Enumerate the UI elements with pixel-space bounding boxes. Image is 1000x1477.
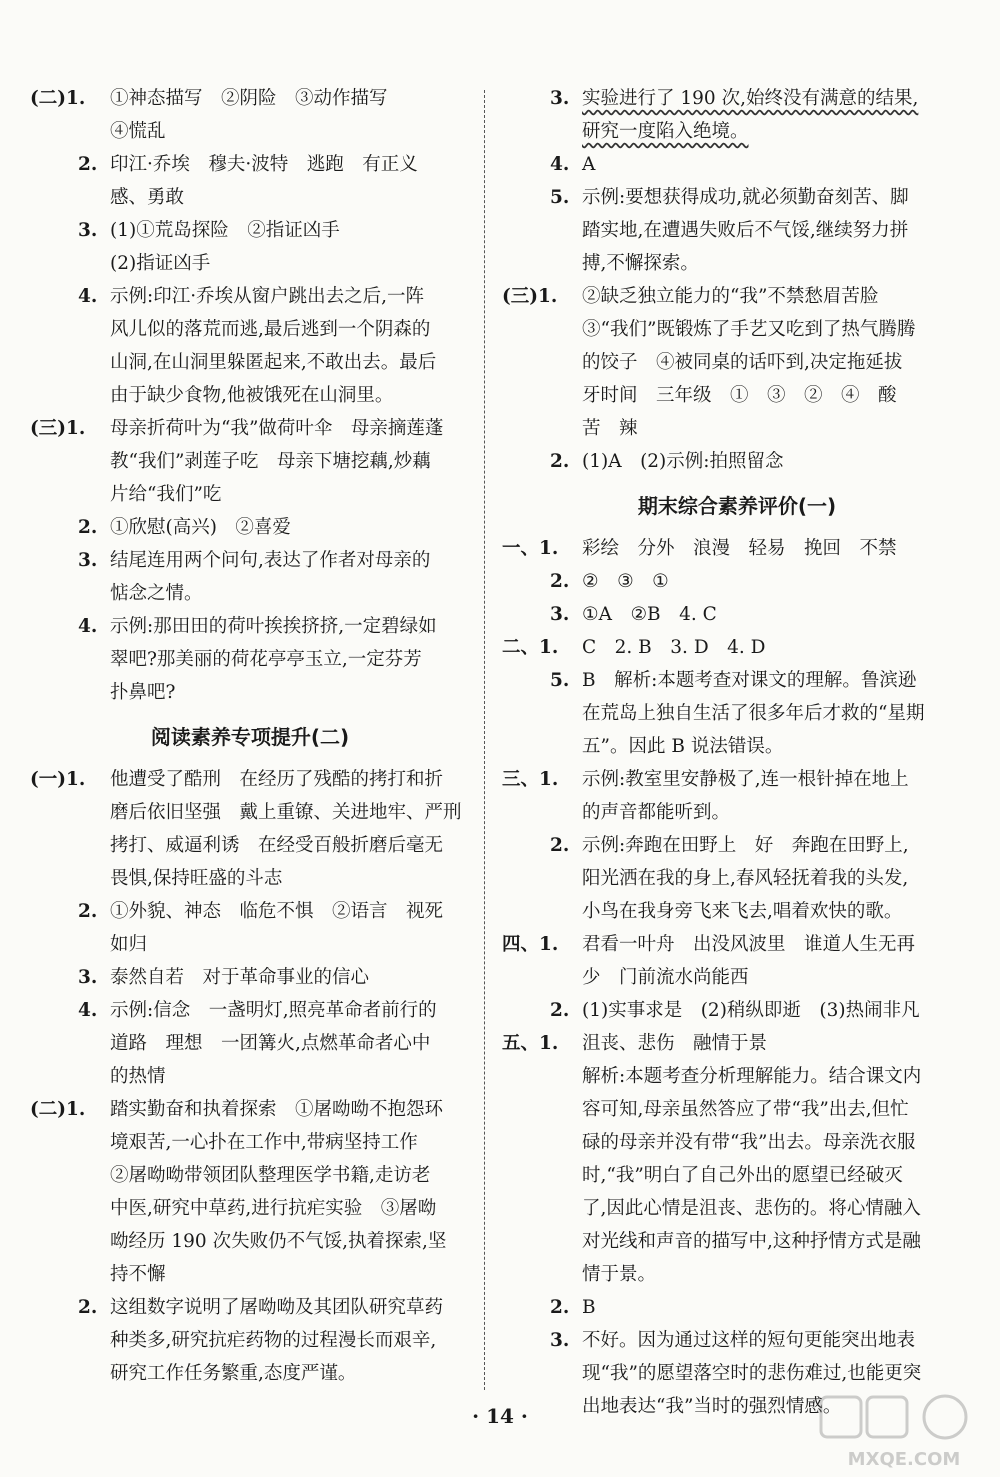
answer-line (502, 1126, 972, 1159)
answer-line (502, 1357, 972, 1390)
answer-line (30, 1192, 470, 1225)
answer-text: 呦经历 190 次失败仍不气馁,执着探索,坚 (110, 1231, 447, 1252)
answer-text: 对光线和声音的描写中,这种抒情方式是融 (582, 1231, 921, 1252)
answer-line (502, 214, 972, 247)
answer-line (30, 1159, 470, 1192)
answer-text: 片给“我们”吃 (110, 484, 222, 505)
answer-text: 风儿似的落荒而逃,最后逃到一个阴森的 (110, 319, 431, 340)
answer-line (30, 1258, 470, 1291)
answer-text: 了,因此心情是沮丧、悲伤的。将心情融入 (582, 1198, 921, 1219)
answer-text: 示例:教室里安静极了,连一根针掉在地上 (582, 769, 909, 790)
question-number: 4. (78, 1000, 98, 1021)
answer-line (502, 82, 972, 115)
answer-line (502, 1225, 972, 1258)
answer-line (30, 313, 470, 346)
question-number: 5. (550, 187, 570, 208)
answer-line (30, 280, 470, 313)
question-number: (二)1. (30, 1099, 86, 1120)
question-number: 2. (78, 901, 98, 922)
answer-line (502, 697, 972, 730)
answer-line (502, 895, 972, 928)
answer-line (30, 214, 470, 247)
answer-text: B 解析:本题考查对课文的理解。鲁滨逊 (582, 670, 917, 691)
question-number: 2. (78, 517, 98, 538)
question-number: (三)1. (502, 286, 558, 307)
question-number: (二)1. (30, 88, 86, 109)
answer-text: 的饺子 ④被同桌的话吓到,决定拖延拔 (582, 352, 903, 373)
answer-line (502, 994, 972, 1027)
answer-text: 实验进行了 190 次,始终没有满意的结果, (582, 88, 919, 109)
answer-text: 结尾连用两个问句,表达了作者对母亲的 (110, 550, 431, 571)
answer-text: 牙时间 三年级 ① ③ ② ④ 酸 (582, 385, 897, 406)
answer-text: ①A ②B 4. C (582, 604, 717, 625)
question-number: 四、1. (502, 934, 559, 955)
answer-text: 这组数字说明了屠呦呦及其团队研究草药 (110, 1297, 444, 1318)
answer-text: 母亲折荷叶为“我”做荷叶伞 母亲摘莲蓬 (110, 418, 444, 439)
answer-line (30, 412, 470, 445)
answer-line (502, 1093, 972, 1126)
question-number: 2. (78, 154, 98, 175)
question-number: 4. (78, 286, 98, 307)
answer-line (502, 412, 972, 445)
question-number: 4. (78, 616, 98, 637)
answer-line (30, 445, 470, 478)
answer-text: 踏实勤奋和执着探索 ①屠呦呦不抱怨环 (110, 1099, 444, 1120)
answer-text: 君看一叶舟 出没风波里 谁道人生无再 (582, 934, 916, 955)
answer-line (502, 598, 972, 631)
answer-text: 的声音都能听到。 (582, 802, 731, 823)
answer-text: 出地表达“我”当时的强烈情感。 (582, 1396, 842, 1417)
svg-text:MXQE.COM: MXQE.COM (847, 1449, 961, 1470)
answer-text: 感、勇敢 (110, 187, 185, 208)
answer-line (30, 643, 470, 676)
answer-text: ② ③ ① (582, 571, 669, 592)
answer-text: 示例:信念 一盏明灯,照亮革命者前行的 (110, 1000, 437, 1021)
answer-line (502, 1027, 972, 1060)
question-number: 3. (78, 220, 98, 241)
answer-line (30, 763, 470, 796)
answer-line (502, 346, 972, 379)
answer-text: 畏惧,保持旺盛的斗志 (110, 868, 283, 889)
answer-text: 研究工作任务繁重,态度严谨。 (110, 1363, 357, 1384)
answer-text: (2)指证凶手 (110, 253, 211, 274)
answer-line (502, 445, 972, 478)
answer-text: 碌的母亲并没有带“我”出去。母亲洗衣服 (582, 1132, 916, 1153)
watermark-logo (817, 1391, 992, 1471)
answer-text: 示例:奔跑在田野上 好 奔跑在田野上, (582, 835, 909, 856)
answer-line (502, 115, 972, 148)
answer-line (502, 631, 972, 664)
answer-line (502, 862, 972, 895)
answer-text: 境艰苦,一心扑在工作中,带病坚持工作 (110, 1132, 418, 1153)
answer-line (30, 895, 470, 928)
question-number: 3. (550, 604, 570, 625)
answer-text: 教“我们”剥莲子吃 母亲下塘挖藕,炒藕 (110, 451, 431, 472)
answer-line (30, 544, 470, 577)
answer-line (502, 1159, 972, 1192)
answer-text: 印江·乔埃 穆夫·波特 逃跑 有正义 (110, 154, 418, 175)
answer-line (502, 928, 972, 961)
answer-line (30, 862, 470, 895)
answer-text: ②屠呦呦带领团队整理医学书籍,走访老 (110, 1165, 431, 1186)
question-number: 3. (78, 967, 98, 988)
answer-line (30, 1291, 470, 1324)
answer-text: 如归 (110, 934, 148, 955)
question-number: 2. (550, 835, 570, 856)
answer-text: 研究一度陷入绝境。 (582, 121, 749, 142)
answer-text: 山洞,在山洞里躲匿起来,不敢出去。最后 (110, 352, 437, 373)
answer-text: 种类多,研究抗疟药物的过程漫长而艰辛, (110, 1330, 437, 1351)
answer-text: 扑鼻吧? (110, 682, 176, 703)
answer-line (30, 148, 470, 181)
question-number: 3. (550, 1330, 570, 1351)
answer-text: 搏,不懈探索。 (582, 253, 699, 274)
answer-line (30, 577, 470, 610)
answer-line (502, 565, 972, 598)
answer-text: 少 门前流水尚能西 (582, 967, 749, 988)
answer-text: 示例:要想获得成功,就必须勤奋刻苦、脚 (582, 187, 909, 208)
answer-text: A (582, 154, 596, 175)
answer-text: 小鸟在我身旁飞来飞去,唱着欢快的歌。 (582, 901, 903, 922)
left-column (30, 82, 470, 1390)
question-number: 三、1. (502, 769, 559, 790)
answer-text: 示例:印江·乔埃从窗户跳出去之后,一阵 (110, 286, 424, 307)
answer-line (30, 994, 470, 1027)
answer-line (30, 1225, 470, 1258)
answer-text: C 2. B 3. D 4. D (582, 637, 766, 658)
question-number: 一、1. (502, 538, 559, 559)
right-column (502, 82, 972, 1423)
answer-line (30, 676, 470, 709)
answer-line (30, 478, 470, 511)
answer-text: 阳光洒在我的身上,春风轻抚着我的头发, (582, 868, 909, 889)
question-number: (三)1. (30, 418, 86, 439)
answer-line (502, 796, 972, 829)
answer-line (502, 280, 972, 313)
answer-line (502, 1192, 972, 1225)
answer-text: 持不懈 (110, 1264, 166, 1285)
answer-line (30, 796, 470, 829)
answer-line (30, 829, 470, 862)
answer-text: 中医,研究中草药,进行抗疟实验 ③屠呦 (110, 1198, 437, 1219)
answer-text: (1)实事求是 (2)稍纵即逝 (3)热闹非凡 (582, 1000, 920, 1021)
question-number: 2. (550, 1000, 570, 1021)
section-heading: 期末综合素养评价(一) (637, 494, 837, 518)
question-number: 二、1. (502, 637, 559, 658)
answer-line (30, 82, 470, 115)
answer-line (502, 1060, 972, 1093)
answer-text: (1)A (2)示例:拍照留念 (582, 451, 784, 472)
question-number: 2. (550, 571, 570, 592)
answer-line (30, 379, 470, 412)
question-number: 4. (550, 154, 570, 175)
answer-text: 不好。因为通过这样的短句更能突出地表 (582, 1330, 916, 1351)
answer-text: 他遭受了酷刑 在经历了残酷的拷打和折 (110, 769, 444, 790)
answer-line (30, 1324, 470, 1357)
answer-text: 沮丧、悲伤 融情于景 (582, 1033, 768, 1054)
page-number: · 14 · (472, 1404, 528, 1428)
answer-line (30, 1093, 470, 1126)
section-heading: 阅读素养专项提升(二) (150, 725, 350, 749)
answer-text: 泰然自若 对于革命事业的信心 (110, 967, 370, 988)
answer-line (502, 961, 972, 994)
answer-text: ①欣慰(高兴) ②喜爱 (110, 517, 291, 538)
answer-text: 彩绘 分外 浪漫 轻易 挽回 不禁 (582, 538, 897, 559)
answer-line (30, 511, 470, 544)
answer-line (502, 247, 972, 280)
answer-line (30, 1126, 470, 1159)
answer-text: 解析:本题考查分析理解能力。结合课文内 (582, 1066, 922, 1087)
question-number: 2. (78, 1297, 98, 1318)
answer-text: 时,“我”明白了自己外出的愿望已经破灭 (582, 1165, 903, 1186)
answer-text: 踏实地,在遭遇失败后不气馁,继续努力拼 (582, 220, 909, 241)
answer-line (502, 763, 972, 796)
answer-text: 的热情 (110, 1066, 166, 1087)
answer-line (502, 664, 972, 697)
answer-text: 惦念之情。 (110, 583, 203, 604)
answer-text: 在荒岛上独自生活了很多年后才救的“星期 (582, 703, 925, 724)
question-number: 3. (78, 550, 98, 571)
answer-line (502, 379, 972, 412)
answer-line (502, 532, 972, 565)
answer-line (30, 181, 470, 214)
answer-line (502, 1258, 972, 1291)
answer-text: 现“我”的愿望落空时的悲伤难过,也能更突 (582, 1363, 922, 1384)
answer-line (30, 928, 470, 961)
question-number: 2. (550, 451, 570, 472)
answer-text: (1)①荒岛探险 ②指证凶手 (110, 220, 340, 241)
answer-line (502, 181, 972, 214)
answer-text: 苦 辣 (582, 418, 638, 439)
answer-line (30, 1060, 470, 1093)
column-divider (484, 90, 485, 1390)
answer-text: 情于景。 (582, 1264, 657, 1285)
answer-text: 翠吧?那美丽的荷花亭亭玉立,一定芬芳 (110, 649, 422, 670)
answer-line (30, 247, 470, 280)
question-number: 3. (550, 88, 570, 109)
answer-text: 五”。因此 B 说法错误。 (582, 736, 784, 757)
answer-text: 磨后依旧坚强 戴上重镣、关进地牢、严刑 (110, 802, 462, 823)
answer-line (502, 829, 972, 862)
answer-text: ①神态描写 ②阴险 ③动作描写 (110, 88, 388, 109)
answer-line (502, 1324, 972, 1357)
answer-line (30, 115, 470, 148)
answer-line (30, 1027, 470, 1060)
question-number: 2. (550, 1297, 570, 1318)
answer-text: 道路 理想 一团篝火,点燃革命者心中 (110, 1033, 431, 1054)
answer-text: 拷打、威逼利诱 在经受百般折磨后毫无 (110, 835, 444, 856)
question-number: 五、1. (502, 1033, 559, 1054)
answer-line (502, 1291, 972, 1324)
answer-text: ①外貌、神态 临危不惧 ②语言 视死 (110, 901, 444, 922)
answer-text: 容可知,母亲虽然答应了带“我”出去,但忙 (582, 1099, 909, 1120)
answer-text: ②缺乏独立能力的“我”不禁愁眉苦脸 (582, 286, 879, 307)
answer-line (30, 610, 470, 643)
answer-line (502, 148, 972, 181)
answer-text: 由于缺少食物,他被饿死在山洞里。 (110, 385, 394, 406)
answer-text: B (582, 1297, 596, 1318)
answer-line (502, 730, 972, 763)
answer-line (30, 961, 470, 994)
answer-text: ④慌乱 (110, 121, 166, 142)
answer-line (30, 346, 470, 379)
question-number: (一)1. (30, 769, 86, 790)
question-number: 5. (550, 670, 570, 691)
answer-line (30, 1357, 470, 1390)
answer-line (502, 313, 972, 346)
answer-text: 示例:那田田的荷叶挨挨挤挤,一定碧绿如 (110, 616, 437, 637)
answer-text: ③“我们”既锻炼了手艺又吃到了热气腾腾 (582, 319, 916, 340)
